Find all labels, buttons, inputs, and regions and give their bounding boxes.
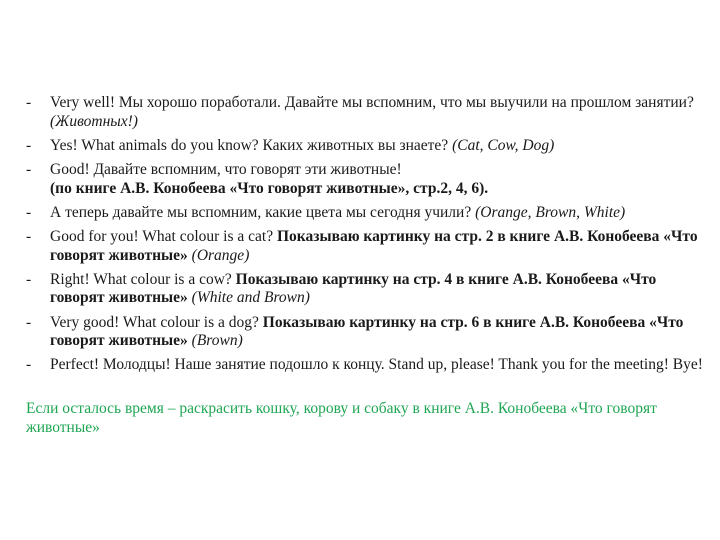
- line-instruction: Показываю картинку на стр. 4 в книге А.В. Конобеева «Что говорят животные»: [50, 270, 657, 307]
- line-answer: (Животных!): [50, 112, 138, 130]
- dialogue-line-8: [26, 356, 710, 375]
- line-answer: (Brown): [187, 332, 243, 350]
- list-dash: -: [26, 136, 32, 154]
- list-dash: -: [26, 356, 32, 374]
- dialogue-line-1: [26, 94, 710, 131]
- list-dash: -: [26, 227, 32, 245]
- list-dash: -: [26, 270, 32, 288]
- extra-time-note: Если осталось время – раскрасить кошку, корову и собаку в книге А.В. Конобеева «Что говорят животные»: [26, 400, 657, 436]
- line-text: Very good! What colour is a dog?: [50, 313, 263, 331]
- list-dash: -: [26, 203, 32, 221]
- line-text: А теперь давайте мы вспомним, какие цвета мы сегодня учили?: [50, 203, 476, 221]
- line-text: Right! What colour is a cow?: [50, 270, 236, 288]
- list-dash: -: [26, 94, 32, 111]
- line-answer: (White and Brown): [187, 289, 310, 307]
- line-text: Very well! Мы хорошо поработали. Давайте мы вспомним, что мы выучили на прошлом занятии?: [50, 94, 694, 111]
- line-instruction: Показываю картинку на стр. 2 в книге А.В. Конобеева «Что говорят животные»: [50, 227, 698, 264]
- dialogue-list: [26, 94, 710, 380]
- list-dash: -: [26, 313, 32, 331]
- line-answer: (Orange): [187, 246, 250, 264]
- line-text: Good for you! What colour is a cat?: [50, 227, 277, 245]
- dialogue-line-7: [26, 314, 710, 351]
- dialogue-line-6: [26, 271, 710, 308]
- dialogue-line-5: [26, 228, 710, 265]
- dialogue-line-4: [26, 204, 710, 223]
- dialogue-line-2: [26, 137, 710, 156]
- line-answer: (Cat, Cow, Dog): [452, 136, 555, 154]
- line-book-reference: (по книге А.В. Конобеева «Что говорят животные», стр.2, 4, 6).: [50, 179, 489, 197]
- line-instruction: Показываю картинку на стр. 6 в книге А.В. Конобеева «Что говорят животные»: [50, 313, 684, 350]
- line-text: Yes! What animals do you know? Каких животных вы знаете?: [50, 136, 453, 154]
- line-text: Perfect! Молодцы! Наше занятие подошло к концу. Stand up, please! Thank you for the meeting! Bye!: [50, 356, 703, 374]
- list-dash: -: [26, 160, 32, 178]
- line-answer: (Orange, Brown, White): [475, 203, 626, 221]
- dialogue-line-3: [26, 161, 710, 198]
- line-text: Good! Давайте вспомним, что говорят эти животные!: [50, 160, 402, 178]
